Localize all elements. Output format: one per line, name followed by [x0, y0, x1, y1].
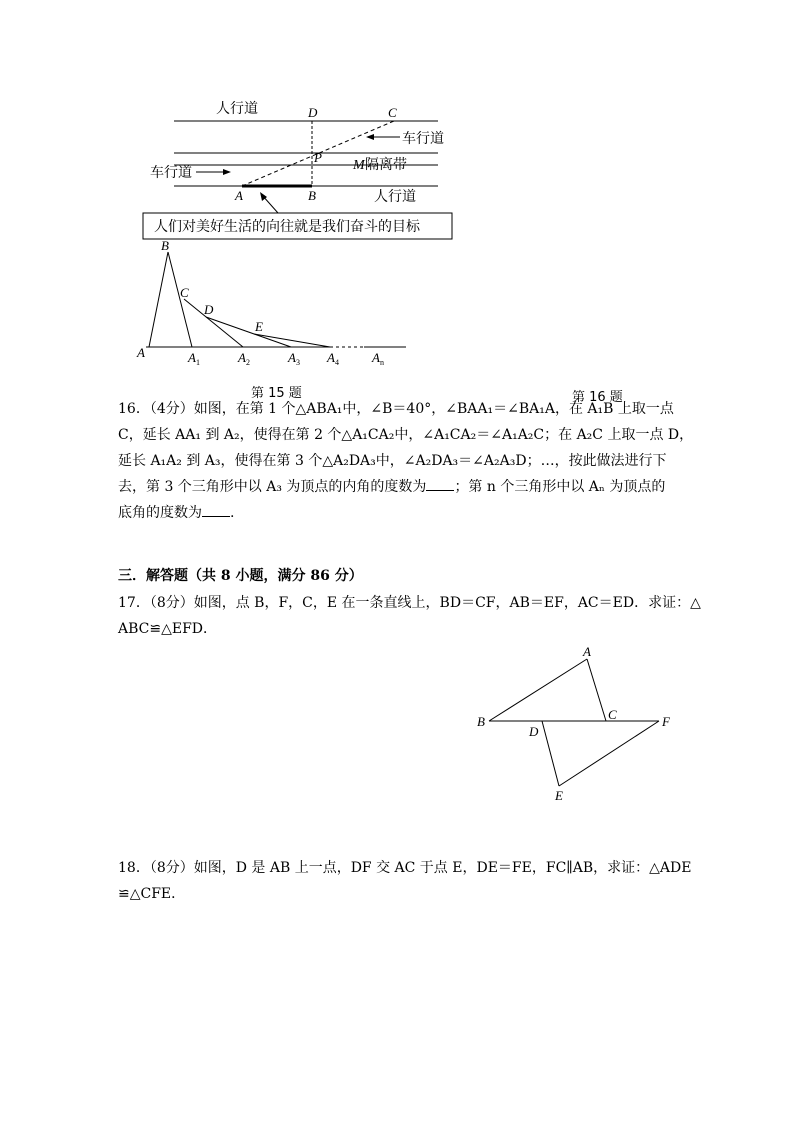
- lane-left-label: 车行道: [150, 165, 192, 181]
- banner-text: 人们对美好生活的向往就是我们奋斗的目标: [154, 219, 420, 235]
- q16-line-5: [118, 500, 678, 526]
- point-a1-label: [187, 350, 200, 367]
- point-an-label: [371, 350, 384, 367]
- q16-line-1: 16．（4分）如图，在第 1 个△ABA₁中，∠B＝40°，∠BAA₁＝∠BA₁A，在 A₁B 上取一点: [118, 401, 674, 417]
- section-3-heading: 三．解答题（共 8 小题，满分 86 分）: [118, 568, 363, 584]
- point-p-label: P: [314, 150, 322, 165]
- q16-line-4b: ；第 n 个三角形中以 Aₙ 为顶点的: [454, 479, 666, 495]
- point-d-label: D: [529, 724, 539, 739]
- answer-blank-2[interactable]: [202, 504, 230, 517]
- point-c-label: C: [388, 105, 397, 120]
- a3-sub: 3: [295, 358, 300, 367]
- q16-line-5b: .: [230, 505, 235, 521]
- point-c-label: C: [180, 285, 189, 300]
- arrow-head: [366, 134, 374, 140]
- q18-line-2: ≌△CFE．: [118, 886, 186, 902]
- a2-sub: 2: [245, 358, 250, 367]
- q16-line-4: [118, 474, 678, 500]
- figure-15: [136, 100, 466, 245]
- answer-blank-1[interactable]: [426, 478, 454, 491]
- point-a-label: A: [583, 644, 591, 659]
- point-d-label: D: [308, 105, 318, 120]
- sidewalk-top-label: 人行道: [216, 101, 258, 117]
- point-e-label: E: [255, 319, 263, 334]
- segment-ac: [587, 659, 606, 721]
- a4-sub: 4: [334, 358, 339, 367]
- point-c-label: C: [608, 707, 617, 722]
- a3-letter: A: [288, 350, 296, 365]
- point-b-label: B: [308, 188, 316, 203]
- q17-line-1: 17．（8分）如图，点 B，F，C，E 在一条直线上，BD＝CF，AB＝EF，AC＝ED．求证：△: [118, 595, 701, 611]
- point-a2-label: [237, 350, 250, 367]
- median-m-label: M: [353, 158, 365, 173]
- figure-16: [134, 240, 414, 370]
- segment-ab: [149, 252, 168, 347]
- q16-line-5a: 底角的度数为: [118, 505, 202, 521]
- an-sub: n: [379, 358, 384, 367]
- a1-sub: 1: [195, 358, 200, 367]
- segment-de: [542, 721, 559, 786]
- point-a-label: A: [235, 188, 243, 203]
- segment-da3: [206, 317, 291, 347]
- segment-ba: [489, 659, 587, 721]
- q17-line-2: ABC≌△EFD．: [118, 621, 218, 637]
- fig16-caption: 第 16 题: [572, 390, 623, 405]
- point-a-label: A: [137, 345, 145, 360]
- question-17: [118, 590, 701, 642]
- q16-line-2: C，延长 AA₁ 到 A₂，使得在第 2 个△A₁CA₂中，∠A₁CA₂＝∠A₁A₂C；在 A₂C 上取一点 D，: [118, 427, 694, 443]
- segment-ca2: [184, 299, 243, 347]
- median-label: 隔离带: [365, 157, 407, 173]
- point-a4-label: [326, 350, 339, 367]
- a2-letter: A: [238, 350, 246, 365]
- a4-letter: A: [327, 350, 335, 365]
- segment-ea4: [254, 334, 330, 347]
- q16-line-3: 延长 A₁A₂ 到 A₃，使得在第 3 个△A₂DA₃中，∠A₂DA₃＝∠A₂A₃D；…，按此做法进行下: [118, 453, 667, 469]
- point-f-label: F: [662, 714, 670, 729]
- fig15-caption: 第 15 题: [251, 386, 302, 401]
- point-a3-label: [287, 350, 300, 367]
- q16-line-4a: 去，第 3 个三角形中以 A₃ 为顶点的内角的度数为: [118, 479, 427, 495]
- q18-line-1: 18．（8分）如图，D 是 AB 上一点，DF 交 AC 于点 E，DE＝FE，FC∥AB，求证：△ADE: [118, 860, 692, 876]
- point-e-label: E: [555, 788, 563, 803]
- an-letter: A: [372, 350, 380, 365]
- point-b-label: B: [161, 240, 169, 253]
- question-18: [118, 855, 692, 907]
- arrow-head: [223, 169, 231, 175]
- lane-right-label: 车行道: [402, 131, 444, 147]
- point-d-label: D: [204, 302, 214, 317]
- sidewalk-bottom-label: 人行道: [374, 189, 416, 205]
- figure-17: [470, 640, 680, 810]
- a1-letter: A: [188, 350, 196, 365]
- question-16: [118, 396, 694, 526]
- point-b-label: B: [477, 714, 485, 729]
- segment-ef: [559, 721, 659, 786]
